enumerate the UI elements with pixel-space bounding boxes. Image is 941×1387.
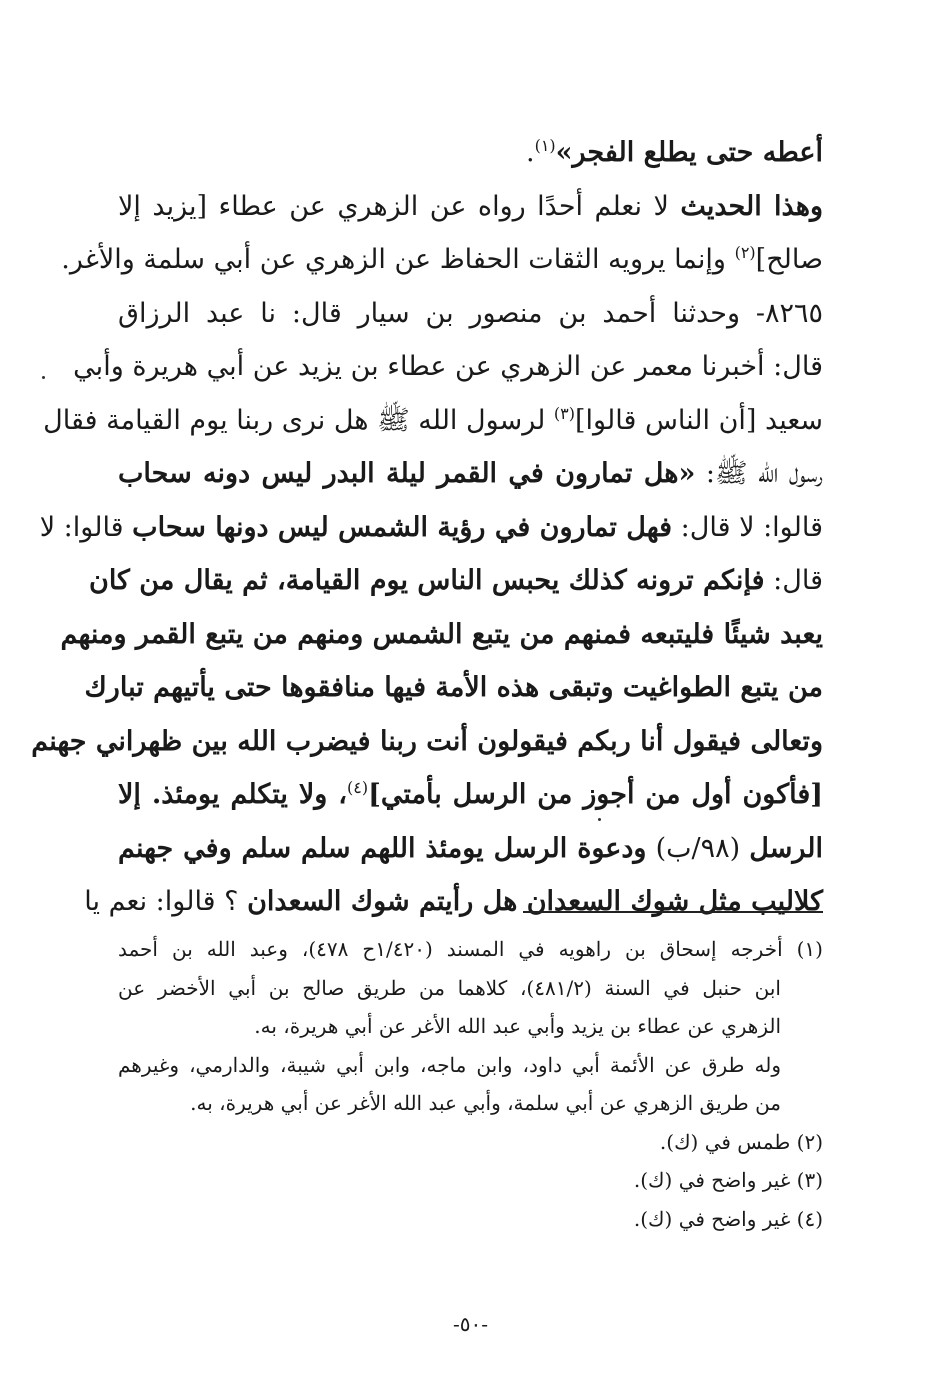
text-segment: فإنكم ترونه كذلك يحبس الناس يوم القيامة، ثم يقال من كان (88, 565, 765, 596)
scan-speck (598, 818, 601, 821)
text-line (88, 554, 823, 608)
text-line (61, 233, 823, 287)
text-segment: رسول الله ﷺ: (695, 458, 823, 489)
text-line (118, 447, 823, 501)
footnote-marker: (٣) (553, 403, 576, 423)
footnotes-section (118, 930, 823, 1238)
text-line (118, 768, 823, 822)
page-number: -٥٠- (452, 1312, 488, 1336)
text-segment: يعبد شيئًا فليتبعه فمنهم من يتبع الشمس ومنهم من يتبع القمر ومنهم (60, 618, 823, 650)
text-line (73, 340, 823, 394)
text-line (118, 126, 823, 180)
footnote-line: الزهري عن عطاء بن يزيد وأبي عبد الله الأغر عن أبي هريرة، به. (254, 1014, 781, 1038)
text-segment: قالوا: لا (39, 511, 133, 543)
footnote-line: ابن حنبل في السنة (٤٨١/٢)، كلاهما من طريق صالح بن أبي الأخضر عن (118, 975, 781, 1000)
text-segment: ؟ قالوا: نعم يا (84, 886, 248, 917)
text-line (39, 501, 823, 555)
text-line (60, 608, 823, 662)
footnote-marker: (١) (534, 136, 556, 155)
text-segment: قال: (764, 565, 823, 596)
footnote-marker: (٤) (346, 778, 369, 797)
footnote-line: (٣) غير واضح في (ك). (633, 1168, 823, 1192)
footnote-line: وله طرق عن الأئمة أبي داود، وابن ماجه، وابن أبي شيبة، والدارمي، وغيرهم (118, 1052, 781, 1077)
text-segment: قالوا: لا قال: (672, 511, 823, 543)
footnote-line: (١) أخرجه إسحاق بن راهويه في المسند (١/٤٢٠ح ٤٧٨)، وعبد الله بن أحمد (118, 937, 823, 961)
text-segment: [فأكون أول من أجوز من الرسل بأمتي] (368, 779, 824, 810)
text-line (31, 715, 823, 769)
text-segment: قال: أخبرنا معمر عن الزهري عن عطاء بن يزيد عن أبي هريرة وأبي (73, 351, 823, 382)
text-segment: ٨٢٦٥- وحدثنا أحمد بن منصور بن سيار قال: نا عبد الرزاق (118, 297, 823, 329)
footnote-line: (٤) غير واضح في (ك). (633, 1206, 823, 1231)
text-segment: وتعالى فيقول أنا ربكم فيقولون أنت ربنا فيضرب الله بين ظهراني جهنم (31, 725, 823, 757)
text-segment: كلاليب مثل شوك السعدان هل رأيتم شوك السعدان (247, 886, 823, 917)
main-text-body (31, 126, 824, 929)
text-segment: ، ولا يتكلم يومئذ. إلا (118, 779, 347, 810)
text-segment: من يتبع الطواغيت وتبقى هذه الأمة فيها منافقوها حتى يأتيهم تبارك (84, 672, 823, 703)
text-segment: سعيد [أن الناس قالوا] (575, 404, 823, 436)
text-segment: (٩٨/ب) (646, 832, 750, 864)
text-segment: «هل تمارون في القمر ليلة البدر ليس دونه سحاب (118, 458, 696, 489)
text-segment: وإنما يرويه الثقات الحفاظ عن الزهري عن أبي سلمة والأغر. (61, 244, 735, 275)
footnote-marker: (٢) (734, 243, 756, 262)
text-segment: لا نعلم أحدًا رواه عن الزهري عن عطاء [يزيد إلا (118, 190, 681, 222)
text-segment: وهذا الحديث (680, 190, 823, 222)
text-segment: صالح] (755, 244, 823, 275)
text-segment: الرسل (749, 832, 823, 864)
text-segment: لرسول الله ﷺ هل نرى ربنا يوم القيامة فقال (43, 404, 554, 436)
footnote-line: من طريق الزهري عن أبي سلمة، وأبي عبد الله الأغر عن أبي هريرة، به. (190, 1091, 781, 1115)
text-line (43, 394, 823, 448)
text-segment: فهل تمارون في رؤية الشمس ليس دونها سحاب (132, 511, 673, 543)
footnote-divider (523, 911, 823, 913)
text-segment: ودعوة الرسل يومئذ اللهم سلم سلم وفي جهنم (118, 832, 647, 864)
text-line (84, 661, 823, 715)
text-line (118, 287, 823, 341)
text-segment: أعطه حتى يطلع الفجر» (555, 137, 823, 168)
text-line (118, 822, 823, 876)
text-segment: . (525, 137, 535, 168)
scan-speck (42, 376, 45, 379)
text-line (118, 180, 823, 234)
footnote-line: (٢) طمس في (ك). (659, 1129, 823, 1154)
text-line (84, 875, 823, 929)
